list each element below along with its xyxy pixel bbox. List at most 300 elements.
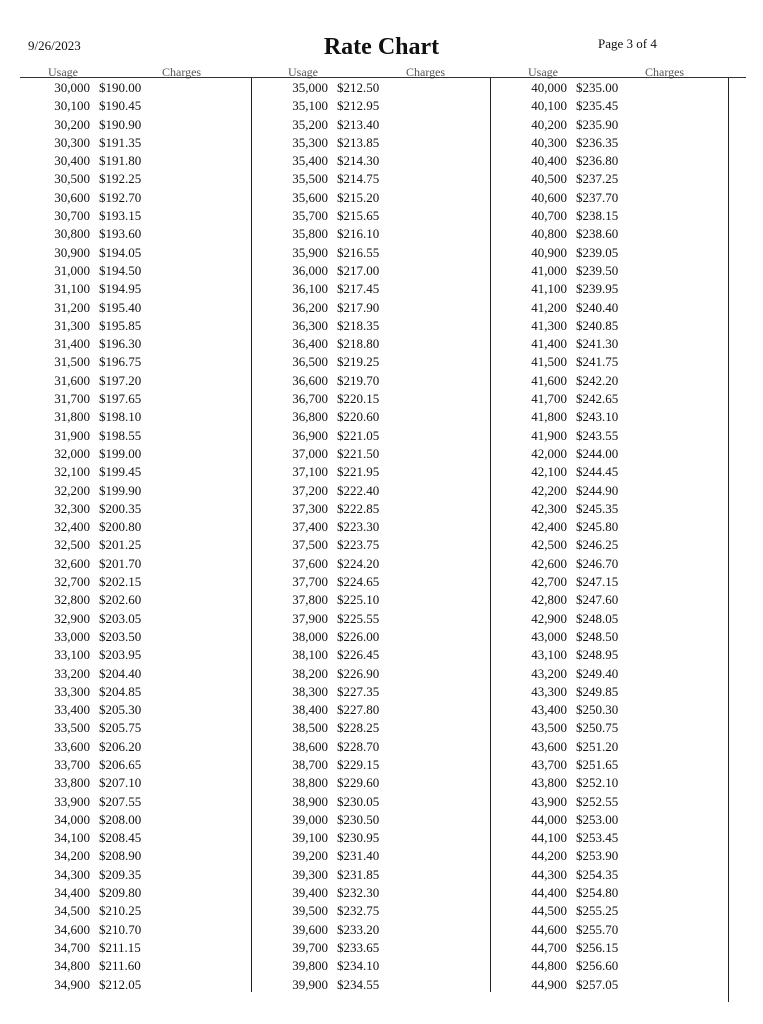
charge-value: $211.15 [99, 939, 141, 955]
usage-value: 37,100 [292, 464, 328, 480]
usage-value: 32,400 [54, 519, 90, 535]
usage-value: 44,300 [531, 866, 567, 882]
usage-value: 33,200 [54, 665, 90, 681]
usage-value: 31,200 [54, 299, 90, 315]
charge-value: $229.15 [337, 756, 380, 772]
usage-value: 32,100 [54, 464, 90, 480]
usage-value: 31,800 [54, 409, 90, 425]
charges-header: Charges [645, 65, 685, 79]
charge-value: $233.65 [337, 939, 380, 955]
charge-value: $215.20 [337, 189, 380, 205]
charge-value: $224.20 [337, 555, 380, 571]
usage-value: 36,500 [292, 354, 328, 370]
usage-value: 41,600 [531, 372, 567, 388]
charge-value: $234.10 [337, 958, 380, 974]
usage-value: 30,200 [54, 116, 90, 132]
usage-value: 33,000 [54, 628, 90, 644]
charge-value: $192.25 [99, 171, 142, 187]
charge-value: $207.55 [99, 793, 142, 809]
charge-value: $193.15 [99, 208, 142, 224]
usage-value: 31,100 [54, 281, 90, 297]
usage-value: 42,600 [531, 555, 567, 571]
usage-value: 38,900 [292, 793, 328, 809]
charge-value: $244.90 [576, 482, 619, 498]
charge-value: $211.60 [99, 958, 141, 974]
charge-value: $222.85 [337, 500, 380, 516]
column-divider [490, 78, 491, 992]
charge-value: $203.50 [99, 628, 142, 644]
usage-value: 30,700 [54, 208, 90, 224]
usage-value: 39,700 [292, 939, 328, 955]
usage-value: 42,400 [531, 519, 567, 535]
usage-header: Usage [48, 65, 78, 79]
usage-value: 44,500 [531, 903, 567, 919]
usage-value: 37,300 [292, 500, 328, 516]
charge-value: $241.30 [576, 336, 619, 352]
usage-value: 36,200 [292, 299, 328, 315]
charge-value: $192.70 [99, 189, 142, 205]
charge-value: $210.25 [99, 903, 142, 919]
charge-value: $240.40 [576, 299, 619, 315]
charge-value: $243.10 [576, 409, 619, 425]
charge-value: $213.85 [337, 134, 380, 150]
charge-value: $221.50 [337, 445, 380, 461]
charge-value: $204.40 [99, 665, 142, 681]
usage-value: 34,800 [54, 958, 90, 974]
usage-value: 32,600 [54, 555, 90, 571]
charge-value: $236.35 [576, 134, 619, 150]
charge-value: $225.10 [337, 592, 380, 608]
usage-value: 34,600 [54, 921, 90, 937]
usage-value: 33,700 [54, 756, 90, 772]
usage-value: 32,800 [54, 592, 90, 608]
charge-value: $225.55 [337, 610, 380, 626]
usage-value: 37,500 [292, 537, 328, 553]
usage-value: 30,900 [54, 244, 90, 260]
usage-value: 35,700 [292, 208, 328, 224]
usage-value: 41,000 [531, 262, 567, 278]
charge-value: $217.00 [337, 262, 380, 278]
usage-value: 31,400 [54, 336, 90, 352]
usage-value: 35,600 [292, 189, 328, 205]
usage-value: 34,700 [54, 939, 90, 955]
charge-value: $248.50 [576, 628, 619, 644]
charge-value: $234.55 [337, 976, 380, 992]
charge-value: $200.80 [99, 519, 142, 535]
charge-value: $228.25 [337, 720, 380, 736]
usage-value: 37,400 [292, 519, 328, 535]
usage-value: 39,300 [292, 866, 328, 882]
usage-value: 31,900 [54, 427, 90, 443]
charge-value: $227.35 [337, 683, 380, 699]
column-divider [728, 78, 729, 1002]
charge-value: $224.65 [337, 574, 380, 590]
charge-value: $203.95 [99, 647, 142, 663]
usage-value: 35,100 [292, 98, 328, 114]
charge-value: $226.90 [337, 665, 380, 681]
charge-value: $216.10 [337, 226, 380, 242]
usage-value: 36,800 [292, 409, 328, 425]
charges-header: Charges [406, 65, 446, 79]
usage-value: 43,400 [531, 702, 567, 718]
charge-value: $254.35 [576, 866, 619, 882]
usage-value: 38,400 [292, 702, 328, 718]
usage-value: 43,900 [531, 793, 567, 809]
charge-value: $230.05 [337, 793, 380, 809]
usage-value: 37,000 [292, 445, 328, 461]
usage-value: 42,000 [531, 445, 567, 461]
usage-value: 44,400 [531, 885, 567, 901]
column-divider [251, 78, 252, 992]
charge-value: $229.60 [337, 775, 380, 791]
usage-value: 41,400 [531, 336, 567, 352]
charge-value: $239.05 [576, 244, 619, 260]
usage-value: 44,100 [531, 830, 567, 846]
charge-value: $256.15 [576, 939, 619, 955]
usage-value: 38,800 [292, 775, 328, 791]
usage-value: 33,500 [54, 720, 90, 736]
charge-value: $204.85 [99, 683, 142, 699]
charge-value: $226.00 [337, 628, 380, 644]
charge-value: $199.90 [99, 482, 142, 498]
usage-value: 42,500 [531, 537, 567, 553]
charge-value: $197.20 [99, 372, 142, 388]
charge-value: $195.40 [99, 299, 142, 315]
charge-value: $253.45 [576, 830, 619, 846]
charge-value: $220.15 [337, 391, 380, 407]
charge-value: $238.60 [576, 226, 619, 242]
usage-value: 34,100 [54, 830, 90, 846]
charge-value: $210.70 [99, 921, 142, 937]
usage-value: 30,000 [54, 80, 90, 95]
charge-value: $242.65 [576, 391, 619, 407]
charge-value: $237.25 [576, 171, 619, 187]
usage-value: 36,600 [292, 372, 328, 388]
usage-value: 40,600 [531, 189, 567, 205]
report-date: 9/26/2023 [28, 38, 81, 53]
charge-value: $217.90 [337, 299, 380, 315]
usage-value: 37,600 [292, 555, 328, 571]
usage-value: 31,000 [54, 262, 90, 278]
charge-value: $212.95 [337, 98, 380, 114]
charge-value: $253.00 [576, 811, 619, 827]
usage-value: 41,800 [531, 409, 567, 425]
usage-value: 30,800 [54, 226, 90, 242]
charges-header: Charges [162, 65, 202, 79]
charge-value: $232.75 [337, 903, 380, 919]
charge-value: $257.05 [576, 976, 619, 992]
charge-value: $197.65 [99, 391, 142, 407]
usage-value: 44,800 [531, 958, 567, 974]
usage-value: 34,200 [54, 848, 90, 864]
usage-value: 41,100 [531, 281, 567, 297]
charge-value: $205.30 [99, 702, 142, 718]
charge-value: $190.00 [99, 80, 142, 95]
usage-value: 37,800 [292, 592, 328, 608]
charge-value: $235.45 [576, 98, 619, 114]
usage-value: 39,400 [292, 885, 328, 901]
charge-value: $247.60 [576, 592, 619, 608]
charge-value: $237.70 [576, 189, 619, 205]
usage-value: 39,100 [292, 830, 328, 846]
charge-value: $254.80 [576, 885, 619, 901]
charge-value: $230.95 [337, 830, 380, 846]
charge-value: $243.55 [576, 427, 619, 443]
usage-value: 31,500 [54, 354, 90, 370]
charge-value: $215.65 [337, 208, 380, 224]
charge-value: $212.05 [99, 976, 142, 992]
usage-value: 43,000 [531, 628, 567, 644]
charge-value: $233.20 [337, 921, 380, 937]
usage-value: 41,200 [531, 299, 567, 315]
usage-value: 32,200 [54, 482, 90, 498]
usage-value: 33,900 [54, 793, 90, 809]
usage-value: 39,500 [292, 903, 328, 919]
usage-value: 35,300 [292, 134, 328, 150]
charge-value: $226.45 [337, 647, 380, 663]
usage-value: 34,500 [54, 903, 90, 919]
usage-value: 35,000 [292, 80, 328, 95]
charge-value: $253.90 [576, 848, 619, 864]
charge-value: $231.85 [337, 866, 380, 882]
charge-value: $208.00 [99, 811, 142, 827]
charge-value: $205.75 [99, 720, 142, 736]
charge-value: $250.75 [576, 720, 619, 736]
usage-value: 33,100 [54, 647, 90, 663]
usage-value: 39,600 [292, 921, 328, 937]
usage-value: 36,300 [292, 317, 328, 333]
usage-value: 41,700 [531, 391, 567, 407]
usage-value: 44,200 [531, 848, 567, 864]
usage-value: 43,300 [531, 683, 567, 699]
usage-header: Usage [528, 65, 558, 79]
charge-value: $199.00 [99, 445, 142, 461]
usage-value: 33,400 [54, 702, 90, 718]
charge-value: $249.85 [576, 683, 619, 699]
charge-value: $219.70 [337, 372, 380, 388]
usage-value: 38,100 [292, 647, 328, 663]
charge-value: $194.95 [99, 281, 142, 297]
charge-value: $245.35 [576, 500, 619, 516]
usage-value: 44,000 [531, 811, 567, 827]
usage-value: 44,900 [531, 976, 567, 992]
page-title: Rate Chart [323, 34, 440, 60]
usage-value: 32,700 [54, 574, 90, 590]
usage-value: 33,300 [54, 683, 90, 699]
usage-value: 39,800 [292, 958, 328, 974]
charge-value: $242.20 [576, 372, 619, 388]
usage-value: 38,500 [292, 720, 328, 736]
usage-value: 38,000 [292, 628, 328, 644]
usage-value: 39,000 [292, 811, 328, 827]
charge-value: $193.60 [99, 226, 142, 242]
usage-value: 40,400 [531, 153, 567, 169]
usage-value: 33,600 [54, 738, 90, 754]
charge-value: $194.05 [99, 244, 142, 260]
usage-value: 34,400 [54, 885, 90, 901]
usage-value: 42,200 [531, 482, 567, 498]
usage-value: 30,100 [54, 98, 90, 114]
usage-value: 33,800 [54, 775, 90, 791]
charge-value: $248.95 [576, 647, 619, 663]
charge-value: $221.05 [337, 427, 380, 443]
charge-value: $217.45 [337, 281, 380, 297]
usage-value: 42,700 [531, 574, 567, 590]
usage-value: 40,900 [531, 244, 567, 260]
charge-value: $239.95 [576, 281, 619, 297]
charge-value: $213.40 [337, 116, 380, 132]
usage-value: 35,900 [292, 244, 328, 260]
charge-value: $200.35 [99, 500, 142, 516]
charge-value: $246.70 [576, 555, 619, 571]
usage-value: 36,400 [292, 336, 328, 352]
charge-value: $244.45 [576, 464, 619, 480]
charge-value: $231.40 [337, 848, 380, 864]
charge-value: $256.60 [576, 958, 619, 974]
charge-value: $255.70 [576, 921, 619, 937]
usage-value: 41,500 [531, 354, 567, 370]
usage-value: 31,300 [54, 317, 90, 333]
charge-value: $190.90 [99, 116, 142, 132]
usage-value: 40,500 [531, 171, 567, 187]
usage-value: 31,700 [54, 391, 90, 407]
usage-value: 40,200 [531, 116, 567, 132]
usage-value: 38,300 [292, 683, 328, 699]
usage-value: 41,300 [531, 317, 567, 333]
usage-value: 38,200 [292, 665, 328, 681]
usage-value: 43,200 [531, 665, 567, 681]
charge-value: $239.50 [576, 262, 619, 278]
usage-value: 43,700 [531, 756, 567, 772]
page-number: Page 3 of 4 [598, 36, 657, 51]
charge-value: $201.70 [99, 555, 142, 571]
charge-value: $195.85 [99, 317, 142, 333]
charge-value: $247.15 [576, 574, 619, 590]
usage-value: 30,400 [54, 153, 90, 169]
charge-value: $201.25 [99, 537, 142, 553]
charge-value: $216.55 [337, 244, 380, 260]
usage-value: 36,000 [292, 262, 328, 278]
charge-value: $202.60 [99, 592, 142, 608]
charge-value: $191.35 [99, 134, 142, 150]
usage-value: 43,500 [531, 720, 567, 736]
charge-value: $244.00 [576, 445, 619, 461]
charge-value: $206.65 [99, 756, 142, 772]
usage-value: 31,600 [54, 372, 90, 388]
charge-value: $251.20 [576, 738, 619, 754]
charge-value: $249.40 [576, 665, 619, 681]
usage-value: 40,100 [531, 98, 567, 114]
charge-value: $214.75 [337, 171, 380, 187]
usage-value: 34,300 [54, 866, 90, 882]
usage-value: 44,600 [531, 921, 567, 937]
usage-value: 40,800 [531, 226, 567, 242]
charge-value: $199.45 [99, 464, 142, 480]
charge-value: $250.30 [576, 702, 619, 718]
charge-value: $190.45 [99, 98, 142, 114]
usage-value: 32,900 [54, 610, 90, 626]
usage-value: 39,900 [292, 976, 328, 992]
usage-value: 43,100 [531, 647, 567, 663]
charge-value: $191.80 [99, 153, 142, 169]
charge-value: $219.25 [337, 354, 380, 370]
usage-value: 32,300 [54, 500, 90, 516]
usage-value: 42,900 [531, 610, 567, 626]
charge-value: $208.45 [99, 830, 142, 846]
charge-value: $194.50 [99, 262, 142, 278]
usage-value: 42,300 [531, 500, 567, 516]
usage-value: 30,600 [54, 189, 90, 205]
charge-value: $209.80 [99, 885, 142, 901]
charge-value: $251.65 [576, 756, 619, 772]
charge-value: $221.95 [337, 464, 380, 480]
charge-value: $240.85 [576, 317, 619, 333]
usage-value: 36,700 [292, 391, 328, 407]
usage-value: 37,200 [292, 482, 328, 498]
usage-value: 35,400 [292, 153, 328, 169]
charge-value: $203.05 [99, 610, 142, 626]
charge-value: $245.80 [576, 519, 619, 535]
usage-value: 36,100 [292, 281, 328, 297]
usage-value: 43,800 [531, 775, 567, 791]
charge-value: $255.25 [576, 903, 619, 919]
charge-value: $209.35 [99, 866, 142, 882]
usage-value: 43,600 [531, 738, 567, 754]
charge-value: $198.55 [99, 427, 142, 443]
charge-value: $198.10 [99, 409, 142, 425]
header-rule [20, 77, 746, 78]
usage-value: 36,900 [292, 427, 328, 443]
charge-value: $227.80 [337, 702, 380, 718]
usage-header: Usage [288, 65, 318, 79]
usage-value: 38,700 [292, 756, 328, 772]
usage-value: 42,100 [531, 464, 567, 480]
charge-value: $223.30 [337, 519, 380, 535]
charge-value: $196.75 [99, 354, 142, 370]
charge-value: $220.60 [337, 409, 380, 425]
usage-value: 44,700 [531, 939, 567, 955]
charge-value: $232.30 [337, 885, 380, 901]
charge-value: $246.25 [576, 537, 619, 553]
usage-value: 32,000 [54, 445, 90, 461]
usage-value: 39,200 [292, 848, 328, 864]
usage-value: 30,500 [54, 171, 90, 187]
charge-value: $235.00 [576, 80, 619, 95]
usage-value: 34,000 [54, 811, 90, 827]
charge-value: $236.80 [576, 153, 619, 169]
charge-value: $212.50 [337, 80, 380, 95]
usage-value: 40,700 [531, 208, 567, 224]
usage-value: 37,700 [292, 574, 328, 590]
usage-value: 40,300 [531, 134, 567, 150]
charge-value: $214.30 [337, 153, 380, 169]
charge-value: $228.70 [337, 738, 380, 754]
usage-value: 37,900 [292, 610, 328, 626]
charge-value: $222.40 [337, 482, 380, 498]
usage-value: 35,500 [292, 171, 328, 187]
charge-value: $207.10 [99, 775, 142, 791]
charge-value: $252.10 [576, 775, 619, 791]
charge-value: $206.20 [99, 738, 142, 754]
usage-value: 41,900 [531, 427, 567, 443]
usage-value: 34,900 [54, 976, 90, 992]
usage-value: 35,200 [292, 116, 328, 132]
charge-value: $235.90 [576, 116, 619, 132]
usage-value: 30,300 [54, 134, 90, 150]
usage-value: 40,000 [531, 80, 567, 95]
charge-value: $196.30 [99, 336, 142, 352]
charge-value: $248.05 [576, 610, 619, 626]
